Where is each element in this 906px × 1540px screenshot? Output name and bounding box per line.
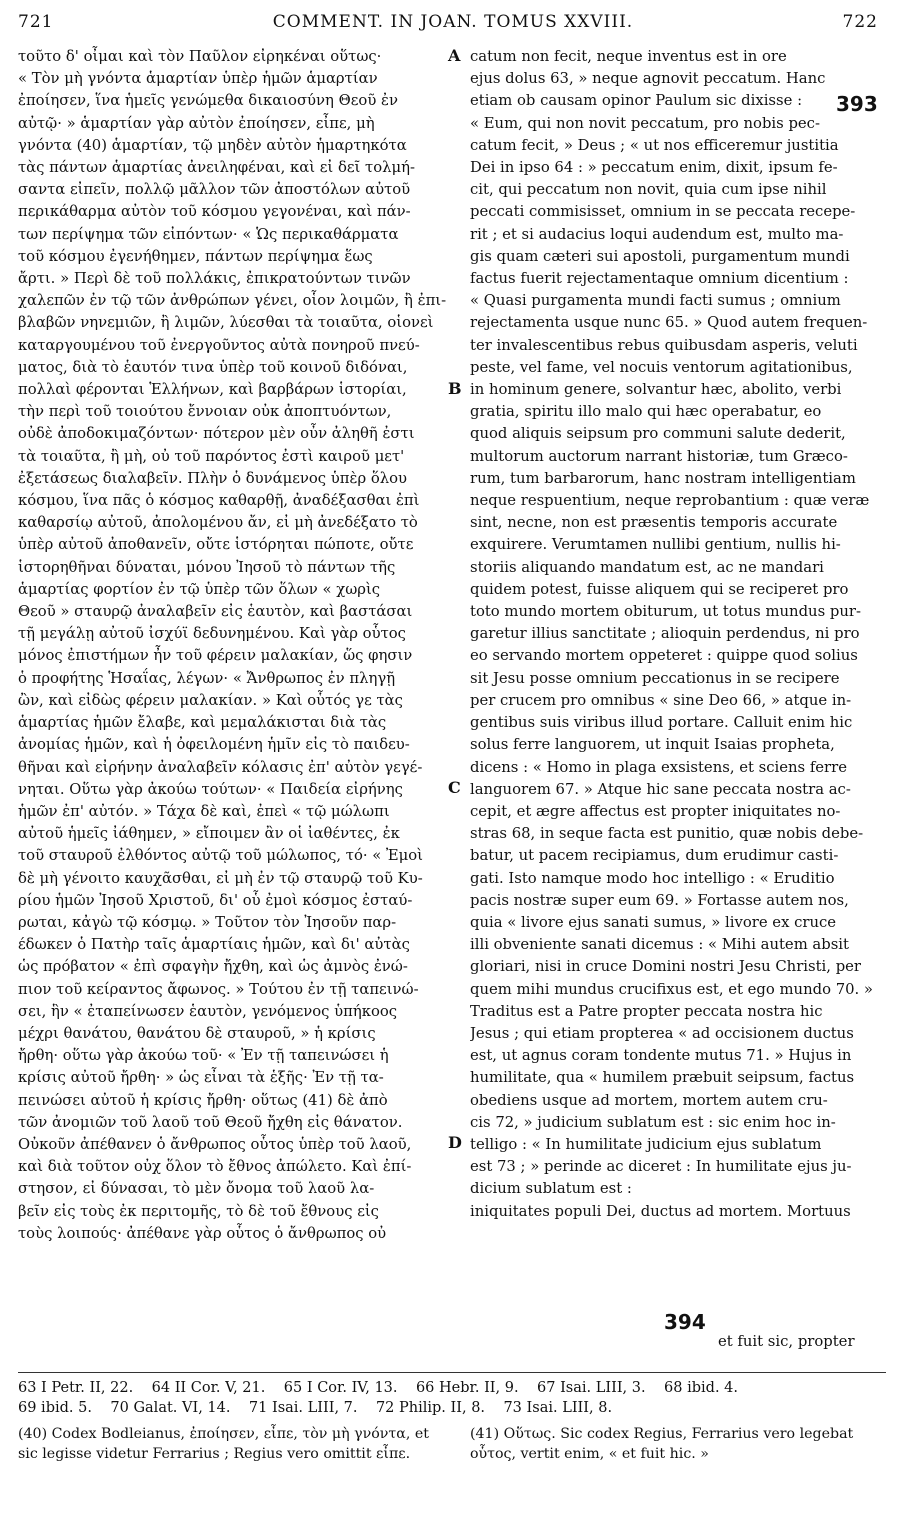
scripture-refs-line-1: 63 I Petr. II, 22. 64 II Cor. V, 21. 65 I Cor. IV, 13. 66 Hebr. II, 9. 67 Isai. LIII, 3. 68 ibid. 4. [18, 1380, 739, 1396]
greek-line: καθαρσίῳ αὐτοῦ, ἀπολομένου ἄν, εἰ μὴ ἀνεδέξατο τὸ [18, 514, 418, 532]
greek-line: κόσμου, ἵνα πᾶς ὁ κόσμος καθαρθῇ, ἀναδέξασθαι ἐπὶ [18, 492, 420, 510]
inline-page-number-393: 393 [836, 92, 878, 116]
greek-line: ἡμῶν ἐπ' αὐτόν. » Τάχα δὲ καὶ, ἐπεὶ « τῷ μώλωπι [18, 802, 390, 820]
latin-line: cit, qui peccatum non novit, quia cum ipse nihil [470, 181, 827, 199]
greek-line: οὐδὲ ἀποδοκιμαζόντων· πότερον μὲν οὖν ἀληθῆ ἐστι [18, 425, 415, 443]
latin-line: Jesus ; qui etiam propterea « ad occisionem ductus [470, 1024, 854, 1042]
latin-line: est 73 ; » perinde ac diceret : In humilitate ejus ju- [470, 1158, 852, 1176]
latin-line: storiis aliquando mandatum est, ac ne mandari [470, 558, 824, 576]
greek-line: μόνος ἐπιστήμων ἦν τοῦ φέρειν μαλακίαν, ὥς φησιν [18, 647, 413, 665]
latin-line: humilitate, qua « humilem præbuit seipsum, factus [470, 1069, 855, 1087]
greek-line: « Τὸν μὴ γνόντα ἁμαρτίαν ὑπὲρ ἡμῶν ἁμαρτίαν [18, 70, 378, 88]
latin-line: quidem potest, fuisse aliquem qui se reciperet pro [470, 580, 849, 598]
greek-line: Θεοῦ » σταυρῷ ἀναλαβεῖν εἰς ἑαυτὸν, καὶ βαστάσαι [18, 603, 413, 621]
greek-line: τῇ μεγάλῃ αὐτοῦ ἰσχύϊ δεδυνημένου. Καὶ γὰρ οὗτος [18, 625, 406, 643]
greek-line: πεινώσει αὐτοῦ ἡ κρίσις ἤρθη· οὕτως (41) δὲ ἀπὸ [18, 1091, 388, 1109]
latin-line: neque respuentium, neque reprobantium : quæ veræ [470, 492, 870, 510]
latin-line: obediens usque ad mortem, mortem autem cru- [470, 1091, 828, 1109]
margin-letter-c: C [448, 778, 461, 797]
latin-line: ter invalescentibus rebus quibusdam asperis, veluti [470, 336, 858, 354]
footnote-rule [18, 1372, 886, 1373]
greek-line: σει, ἣν « ἐταπείνωσεν ἑαυτὸν, γενόμενος ὑπήκοος [18, 1002, 398, 1020]
greek-line: θῆναι καὶ εἰρήνην ἀναλαβεῖν κόλασις ἐπ' αὐτὸν γεγέ- [18, 758, 423, 776]
greek-line: ὑπὲρ αὐτοῦ ἀποθανεῖν, οὔτε ἱστόρηται πώποτε, οὔτε [18, 536, 414, 554]
greek-line: ἤρθη· οὕτω γὰρ ἀκούω τοῦ· « Ἐν τῇ ταπεινώσει ἡ [18, 1047, 389, 1065]
latin-line: stras 68, in seque facta est punitio, quæ nobis debe- [470, 825, 864, 843]
latin-line: exquirere. Verumtamen nullibi gentium, nullis hi- [470, 536, 841, 554]
greek-line: τὰ τοιαῦτα, ἢ μὴ, οὐ τοῦ παρόντος ἐστὶ καιροῦ μετ' [18, 447, 405, 465]
margin-letter-d: D [448, 1133, 462, 1152]
greek-line: τῶν ἀνομιῶν τοῦ λαοῦ τοῦ Θεοῦ ἤχθη εἰς θάνατον. [18, 1113, 403, 1131]
latin-line: toto mundo mortem obiturum, ut totus mundus pur- [470, 603, 861, 621]
greek-line: νηται. Οὕτω γὰρ ἀκούω τούτων· « Παιδεία εἰρήνης [18, 780, 403, 798]
greek-line: ἄρτι. » Περὶ δὲ τοῦ πολλάκις, ἐπικρατούντων τινῶν [18, 270, 411, 288]
latin-line: pacis nostræ super eum 69. » Fortasse autem nos, [470, 891, 849, 909]
greek-line: πολλαὶ φέρονται Ἑλλήνων, καὶ βαρβάρων ἱστορίαι, [18, 381, 407, 399]
greek-line: βλαβῶν νηνεμιῶν, ἢ λιμῶν, λύεσθαι τὰ τοιαῦτα, οἱονεὶ [18, 314, 434, 332]
latin-line: catum fecit, » Deus ; « ut nos efficeremur justitia [470, 136, 839, 154]
latin-line-51-tail: et fuit sic, propter [718, 1333, 855, 1350]
latin-line: eo servando mortem oppeteret : quippe quod solius [470, 647, 858, 665]
latin-line: gentibus suis viribus illud portare. Calluit enim hic [470, 714, 853, 732]
greek-line: γνόντα (40) ἁμαρτίαν, τῷ μηδὲν αὐτὸν ἡμαρτηκότα [18, 136, 407, 154]
footnote-40: (40) Codex Bodleianus, ἐποίησεν, εἶπε, τὸν μὴ γνόντα, et sic legisse videtur Ferrarius ; Regius vero omittit εἶπε. [18, 1426, 429, 1462]
latin-line: multorum auctorum narrant historiæ, tum Græco- [470, 447, 848, 465]
latin-line: gloriari, nisi in cruce Domini nostri Jesu Christi, per [470, 958, 861, 976]
latin-line: sit Jesu posse omnium peccationus in se recipere [470, 669, 840, 687]
inline-page-number-394: 394 [664, 1310, 706, 1334]
greek-line: στησον, εἰ δύνασαι, τὸ μὲν ὄνομα τοῦ λαοῦ λα- [18, 1180, 375, 1198]
latin-line: est, ut agnus coram tondente mutus 71. » Hujus in [470, 1047, 852, 1065]
latin-line: in hominum genere, solvantur hæc, abolito, verbi [470, 381, 842, 399]
latin-line: batur, ut pacem recipiamus, dum erudimur casti- [470, 847, 839, 865]
latin-line: factus fuerit rejectamentaque omnium dicentium : [470, 270, 849, 288]
latin-line: sint, necne, non est præsentis temporis accurate [470, 514, 838, 532]
latin-line: gratia, spiritu illo malo qui hæc operabatur, eo [470, 403, 822, 421]
latin-line: gis quam cæteri sui apostoli, purgamentum mundi [470, 247, 850, 265]
greek-line: ἁμαρτίας φορτίον ἐν τῷ ὑπὲρ τῶν ὅλων « χωρὶς [18, 580, 381, 598]
greek-line: βεῖν εἰς τοὺς ἐκ περιτομῆς, τὸ δὲ τοῦ ἔθνους εἰς [18, 1202, 379, 1220]
latin-line: solus ferre languorem, ut inquit Isaias propheta, [470, 736, 835, 754]
greek-line: τοὺς λοιπούς· ἀπέθανε γὰρ οὗτος ὁ ἄνθρωπος οὐ [18, 1224, 387, 1242]
greek-line: καὶ διὰ τοῦτον οὐχ ὅλον τὸ ἔθνος ἀπώλετο. Καὶ ἐπί- [18, 1158, 412, 1176]
latin-line: peccati commisisset, omnium in se peccata recepe- [470, 203, 856, 221]
greek-line: μέχρι θανάτου, θανάτου δὲ σταυροῦ, » ἡ κρίσις [18, 1024, 376, 1042]
greek-line: ἀνομίας ἡμῶν, καὶ ἡ ὀφειλομένη ἡμῖν εἰς τὸ παιδευ- [18, 736, 410, 754]
greek-column [18, 46, 448, 1245]
footnote-41: (41) Οὕτως. Sic codex Regius, Ferrarius vero legebat οὗτος, vertit enim, « et fuit hic. » [470, 1426, 854, 1462]
latin-line: peste, vel fame, vel nocuis ventorum agitationibus, [470, 358, 853, 376]
greek-line: αὐτῷ· » ἁμαρτίαν γὰρ αὐτὸν ἐποίησεν, εἶπε, μὴ [18, 114, 375, 132]
latin-column [470, 46, 886, 1223]
latin-line: illi obveniente sanati dicemus : « Mihi autem absit [470, 936, 849, 954]
margin-letter-b: B [448, 379, 462, 398]
greek-line: δὲ μὴ γένοιτο καυχᾶσθαι, εἰ μὴ ἐν τῷ σταυρῷ τοῦ Κυ- [18, 869, 423, 887]
greek-line: έδωκεν ὁ Πατὴρ ταῖς ἁμαρτίαις ἡμῶν, καὶ δι' αὐτὰς [18, 936, 410, 954]
latin-line: Dei in ipso 64 : » peccatum enim, dixit, ipsum fe- [470, 159, 838, 177]
greek-line: αὐτοῦ ἡμεῖς ἰάθημεν, » εἴποιμεν ἂν οἱ ἰαθέντες, ἐκ [18, 825, 400, 843]
greek-line: ἱστορηθῆναι δύναται, μόνου Ἰησοῦ τὸ πάντων τῆς [18, 558, 396, 576]
greek-line: τὴν περὶ τοῦ τοιούτου ἔννοιαν οὐκ ἀποπτυόντων, [18, 403, 392, 421]
latin-line: telligo : « In humilitate judicium ejus sublatum [470, 1135, 822, 1153]
greek-line: τοῦ σταυροῦ ἐλθόντος αὐτῷ τοῦ μώλωπος, τό· « Ἐμοὶ [18, 847, 423, 865]
greek-line: ματος, διὰ τὸ ἑαυτόν τινα ὑπὲρ τοῦ κοινοῦ διδόναι, [18, 358, 408, 376]
left-page-number: 721 [18, 12, 54, 32]
greek-line: ἐποίησεν, ἵνα ἡμεῖς γενώμεθα δικαιοσύνη Θεοῦ ἐν [18, 92, 398, 110]
greek-line: των περίψημα τῶν εἰπόντων· « Ὡς περικαθάρματα [18, 225, 399, 243]
greek-line: καταργουμένου τοῦ ἐνεργοῦντος αὐτὰ πονηροῦ πνεύ- [18, 336, 420, 354]
greek-line: Οὐκοῦν ἀπέθανεν ὁ ἄνθρωπος οὗτος ὑπὲρ τοῦ λαοῦ, [18, 1135, 412, 1153]
greek-line: ἁμαρτίας ἡμῶν ἔλαβε, καὶ μεμαλάκισται διὰ τὰς [18, 714, 387, 732]
latin-line: « Eum, qui non novit peccatum, pro nobis pec- [470, 114, 820, 132]
latin-line: rejectamenta usque nunc 65. » Quod autem frequen- [470, 314, 868, 332]
greek-line: ὡς πρόβατον « ἐπὶ σφαγὴν ἤχθη, καὶ ὡς ἀμνὸς ἐνώ- [18, 958, 408, 976]
latin-line: languorem 67. » Atque hic sane peccata nostra ac- [470, 780, 851, 798]
latin-line: catum non fecit, neque inventus est in ore [470, 48, 787, 65]
greek-line: τοῦτο δ' οἶμαι καὶ τὸν Παῦλον εἰρηκέναι οὕτως· [18, 48, 382, 65]
greek-line: ρίου ἡμῶν Ἰησοῦ Χριστοῦ, δι' οὗ ἐμοὶ κόσμος ἐσταύ- [18, 891, 413, 909]
latin-line: per crucem pro omnibus « sine Deo 66, » atque in- [470, 691, 852, 709]
greek-line: ὁ προφήτης Ἡσαΐας, λέγων· « Ἄνθρωπος ἐν πληγῇ [18, 669, 396, 687]
margin-letter-a: A [448, 46, 461, 65]
scripture-references [18, 1378, 886, 1418]
latin-line: Traditus est a Patre propter peccata nostra hic [470, 1002, 823, 1020]
latin-line: gati. Isto namque modo hoc intelligo : « Eruditio [470, 869, 835, 887]
latin-line: rum, tum barbarorum, hanc nostram intelligentiam [470, 469, 856, 487]
right-page-number: 722 [842, 12, 878, 32]
latin-line: iniquitates populi Dei, ductus ad mortem. Mortuus [470, 1202, 851, 1220]
running-header [0, 12, 906, 36]
latin-line: cis 72, » judicium sublatum est : sic enim hoc in- [470, 1113, 836, 1131]
latin-line: rit ; et si audacius loqui audendum est, multo ma- [470, 225, 844, 243]
greek-line: τοῦ κόσμου ἐγενήθημεν, πάντων περίψημα ἕως [18, 247, 373, 265]
greek-line: ὢν, καὶ εἰδὼς φέρειν μαλακίαν. » Καὶ οὗτός γε τὰς [18, 691, 403, 709]
latin-line: quem mihi mundus crucifixus est, et ego mundo 70. » [470, 980, 873, 998]
greek-line: περικάθαρμα αὐτὸν τοῦ κόσμου γεγονέναι, καὶ πάν- [18, 203, 411, 221]
latin-line: dicens : « Homo in plaga exsistens, et sciens ferre [470, 758, 847, 776]
scripture-refs-line-2: 69 ibid. 5. 70 Galat. VI, 14. 71 Isai. LIII, 7. 72 Philip. II, 8. 73 Isai. LIII, 8. [18, 1400, 613, 1416]
latin-line: quod aliquis seipsum pro communi salute dederit, [470, 425, 846, 443]
latin-line: etiam ob causam opinor Paulum sic dixisse : [470, 92, 803, 110]
greek-line: ἐξετάσεως διαλαβεῖν. Πλὴν ὁ δυνάμενος ὑπὲρ ὅλου [18, 469, 408, 487]
greek-line: σαντα εἰπεῖν, πολλῷ μᾶλλον τῶν ἀποστόλων αὐτοῦ [18, 181, 411, 199]
latin-line: quia « livore ejus sanati sumus, » livore ex cruce [470, 913, 837, 931]
latin-line: garetur illius sanctitate ; alioquin perdendus, ni pro [470, 625, 860, 643]
latin-line: ejus dolus 63, » neque agnovit peccatum. Hanc [470, 70, 826, 88]
greek-line: ρωται, κἀγὼ τῷ κόσμῳ. » Τοῦτον τὸν Ἰησοῦν παρ- [18, 913, 397, 931]
greek-line: κρίσις αὐτοῦ ἤρθη· » ὡς εἶναι τὰ ἑξῆς· Ἐν τῇ τα- [18, 1069, 384, 1087]
latin-line: « Quasi purgamenta mundi facti sumus ; omnium [470, 292, 841, 310]
greek-line: τὰς πάντων ἁμαρτίας ἀνειληφέναι, καὶ εἰ δεῖ τολμή- [18, 159, 415, 177]
latin-line: cepit, et ægre affectus est propter iniquitates no- [470, 802, 841, 820]
latin-line: dicium sublatum est : [470, 1180, 632, 1198]
greek-line: πιον τοῦ κείραντος ἄφωνος. » Τούτου ἐν τῇ ταπεινώ- [18, 980, 419, 998]
greek-line: χαλεπῶν ἐν τῷ τῶν ἀνθρώπων γένει, οἷον λοιμῶν, ἢ ἐπι- [18, 292, 447, 310]
running-title: COMMENT. IN JOAN. TOMUS XXVIII. [272, 12, 634, 32]
